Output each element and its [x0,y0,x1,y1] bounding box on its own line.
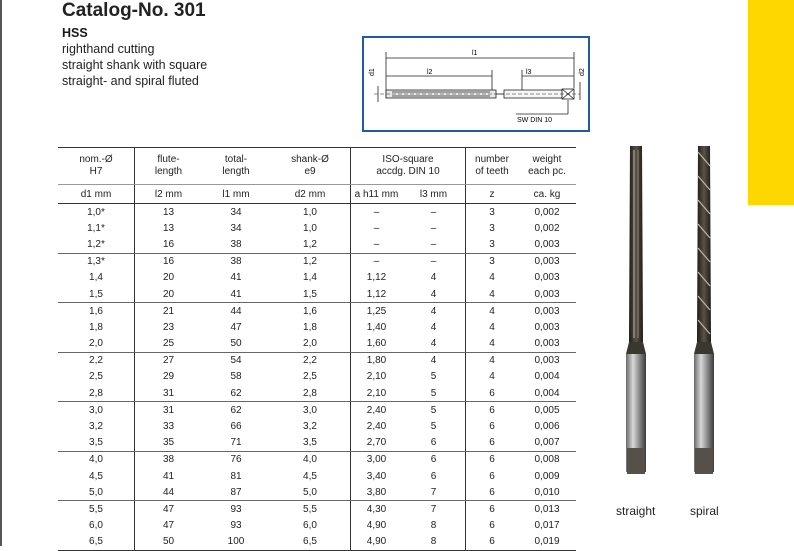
table-row [58,385,576,402]
table-cell: 1,2 [270,236,351,253]
table-row [58,336,576,353]
table-cell: 6 [466,435,519,452]
catalog-title: Catalog-No. 301 [62,0,206,21]
table-cell: 3,0 [58,402,135,419]
table-cell: 6 [489,520,495,532]
spiral-reamer-image [684,142,724,482]
table-cell: 1,3* [58,253,135,270]
desc-line-2: straight shank with square [62,58,208,72]
table-cell: 0,004 [518,385,576,402]
table-cell: 0,004 [534,371,560,383]
table-cell: 44 [230,305,242,317]
table-cell: 0,003 [518,286,576,303]
table-cell: 1,12 [351,286,403,303]
table-cell: 21 [162,305,175,317]
table-cell: 54 [230,355,242,367]
table-row [58,236,576,253]
table-row [58,369,576,385]
table-cell: 0,017 [534,520,560,532]
table-row [58,402,576,419]
table-cell: 13 [162,222,175,234]
table-cell: 20 [135,286,203,303]
unit-cell: d2 mm [270,185,351,204]
table-cell: 4,0 [58,451,135,468]
table-cell: 38 [162,454,175,466]
table-row [58,534,576,551]
table-cell: 0,003 [518,236,576,253]
table-cell: 1,2 [270,253,351,270]
dim-d1: d1 [369,68,376,76]
table-cell: 27 [162,355,175,367]
table-cell: 2,5 [58,369,135,385]
table-cell: – [373,222,380,234]
table-cell: 5 [402,402,466,419]
table-cell: 34 [230,206,242,218]
straight-reamer-image [616,142,656,482]
dim-l1: l1 [472,50,478,57]
table-cell: 4,5 [58,468,135,484]
table-cell: 6,0 [270,518,351,534]
table-cell: 6,5 [270,534,351,551]
table-cell: 1,0* [58,204,135,221]
unit-cell: l3 mm [402,185,466,204]
table-cell: 0,003 [534,321,560,333]
spiral-label: spiral [690,504,719,518]
table-cell: 2,10 [351,385,403,402]
table-cell: 4 [489,355,495,367]
table-row [58,418,576,434]
reamer-drawing-svg [364,38,588,130]
table-cell: – [351,236,403,253]
unit-cell: d1 mm [58,185,135,204]
table-cell: 1,2* [58,236,135,253]
table-cell: 3,40 [366,470,387,482]
col-nom-diameter: nom.-Ø H7 [58,148,135,185]
table-cell: 0,009 [534,470,560,482]
straight-label: straight [616,504,656,518]
table-cell: 50 [135,534,203,551]
table-row [58,451,576,468]
table-cell: 62 [202,385,270,402]
table-cell: 6 [466,534,519,551]
table-cell: 13 [162,206,175,218]
table-cell: 0,010 [518,484,576,501]
table-cell: 6 [466,484,519,501]
unit-cell: l1 mm [202,185,270,204]
table-cell: 16 [135,236,203,253]
table-cell: 5 [402,418,466,434]
table-cell: – [402,220,466,236]
table-cell: 0,006 [534,421,560,433]
table-cell: 2,40 [366,421,387,433]
table-cell: 6 [489,503,495,515]
table-cell: 4 [466,336,519,353]
table-cell: 4 [402,319,466,335]
table-cell: 4 [489,272,495,284]
table-cell: 1,0 [270,204,351,221]
table-cell: 3 [466,236,519,253]
table-cell: 0,005 [534,404,560,416]
table-cell: 4 [402,270,466,286]
table-cell: 3,00 [366,454,387,466]
table-cell: 2,2 [270,352,351,369]
dim-l2: l2 [427,69,433,76]
table-cell: 66 [230,421,242,433]
table-cell: 0,002 [534,206,560,218]
table-cell: 23 [162,321,175,333]
table-cell: 2,2 [58,352,135,369]
table-cell: 5 [402,369,466,385]
table-cell: 6 [466,385,519,402]
table-cell: 2,10 [366,371,387,383]
table-cell: 44 [135,484,203,501]
table-cell: 71 [202,435,270,452]
unit-cell: z [466,185,519,204]
table-cell: 4 [466,286,519,303]
table-cell: 4 [489,305,495,317]
unit-cell: a h11 mm [351,185,403,204]
table-cell: 4 [402,352,466,369]
table-cell: 4,30 [366,503,387,515]
table-cell: 0,003 [534,305,560,317]
table-cell: 6 [489,454,495,466]
table-cell: 100 [202,534,270,551]
table-cell: 33 [162,421,175,433]
catalog-table [58,147,576,551]
desc-line-1: righthand cutting [62,42,155,56]
table-cell: 0,002 [534,222,560,234]
desc-line-3: straight- and spiral fluted [62,74,199,88]
table-cell: 2,5 [270,369,351,385]
table-cell: – [402,204,466,221]
table-cell: 4 [489,321,495,333]
table-row [58,501,576,518]
col-flute-length: flute- length [135,148,203,185]
table-cell: 5,0 [58,484,135,501]
table-cell: 4,90 [366,520,387,532]
table-cell: 5,5 [270,501,351,518]
table-cell: 87 [202,484,270,501]
table-row [58,286,576,303]
table-cell: 34 [230,222,242,234]
table-cell: 5,0 [270,484,351,501]
table-cell: 6 [402,468,466,484]
material-label: HSS [62,26,88,40]
table-cell: 41 [162,470,175,482]
table-cell: 35 [135,435,203,452]
table-cell: 1,1* [58,220,135,236]
col-iso-square: ISO-square accdg. DIN 10 [351,148,466,185]
table-cell: 62 [230,404,242,416]
table-row [58,303,576,320]
technical-drawing [362,36,590,132]
table-cell: 6 [402,451,466,468]
table-cell: 20 [162,272,175,284]
table-row [58,518,576,534]
table-cell: 1,60 [351,336,403,353]
table-cell: 47 [162,520,175,532]
table-cell: 4,5 [270,468,351,484]
table-cell: 3,2 [270,418,351,434]
table-cell: 25 [135,336,203,353]
table-cell: 0,008 [534,454,560,466]
table-cell: 2,8 [270,385,351,402]
table-cell: 0,007 [518,435,576,452]
table-cell: 3,5 [270,435,351,452]
unit-cell: l2 mm [135,185,203,204]
col-teeth: number of teeth [466,148,519,185]
table-cell: 1,0 [270,220,351,236]
table-cell: 1,5 [58,286,135,303]
table-cell: 7 [402,501,466,518]
table-cell: 8 [402,518,466,534]
table-cell: 6,5 [58,534,135,551]
table-cell: 1,80 [366,355,387,367]
table-cell: 29 [162,371,175,383]
table-cell: 4,0 [270,451,351,468]
table-cell: 4,90 [351,534,403,551]
table-cell: 3 [489,256,495,268]
table-cell: 1,12 [366,272,387,284]
table-cell: 0,003 [518,336,576,353]
table-cell: 0,019 [518,534,576,551]
table-cell: 6,0 [58,518,135,534]
table-cell: 3 [489,206,495,218]
table-cell: – [402,253,466,270]
unit-cell: ca. kg [518,185,576,204]
table-cell: 0,013 [534,503,560,515]
table-cell: 2,0 [58,336,135,353]
page-left-rule [0,0,2,546]
dim-d2: d2 [579,68,586,76]
table-row [58,435,576,452]
table-row [58,270,576,286]
table-cell: 0,003 [534,355,560,367]
dim-l3: l3 [526,69,532,76]
table-cell: 50 [202,336,270,353]
table-cell: 1,4 [270,270,351,286]
table-row [58,484,576,501]
table-cell: 31 [162,404,175,416]
table-cell: 47 [162,503,175,515]
table-cell: 5,5 [58,501,135,518]
table-cell: 1,5 [270,286,351,303]
table-cell: 76 [230,454,242,466]
table-cell: 47 [230,321,242,333]
sw-din-label: SW DIN 10 [517,117,553,124]
table-cell: 93 [230,520,242,532]
table-cell: 2,8 [58,385,135,402]
table-cell: 38 [202,236,270,253]
table-cell: – [373,256,380,268]
table-cell: 0,003 [534,272,560,284]
table-cell: 81 [230,470,242,482]
table-cell: 3,2 [58,418,135,434]
table-cell: 41 [230,272,242,284]
table-cell: 7 [402,484,466,501]
table-cell: 38 [230,256,242,268]
table-cell: 1,8 [58,319,135,335]
table-cell: 4 [489,371,495,383]
table-row [58,204,576,221]
table-cell: 6 [489,470,495,482]
table-body [58,204,576,551]
table-row [58,352,576,369]
table-cell: 2,40 [366,404,387,416]
accent-bar [748,0,794,205]
table-cell: 1,6 [270,303,351,320]
table-cell: 6 [489,421,495,433]
table-row [58,468,576,484]
table-cell: 58 [230,371,242,383]
table-row [58,253,576,270]
table-row [58,220,576,236]
col-shank-diameter: shank-Ø e9 [270,148,351,185]
table-units-row [58,185,576,204]
table-cell: 1,4 [58,270,135,286]
table-cell: – [373,206,380,218]
table-cell: 6 [402,435,466,452]
table-cell: 3,80 [351,484,403,501]
table-cell: 3 [489,222,495,234]
table-cell: 3,5 [58,435,135,452]
table-cell: 0,003 [534,256,560,268]
table-cell: 2,70 [351,435,403,452]
table-cell: 93 [230,503,242,515]
table-cell: 4 [402,336,466,353]
col-weight: weight each pc. [518,148,576,185]
table-cell: 31 [135,385,203,402]
table-cell: 8 [402,534,466,551]
table-cell: 16 [162,256,175,268]
table-row [58,319,576,335]
table-cell: 1,6 [58,303,135,320]
table-cell: 3,0 [270,402,351,419]
table-cell: 6 [489,404,495,416]
table-cell: 41 [202,286,270,303]
col-total-length: total- length [202,148,270,185]
table-cell: – [402,236,466,253]
table-cell: 4 [402,286,466,303]
table-cell: 5 [402,385,466,402]
table-cell: 1,25 [366,305,387,317]
table-cell: 4 [402,303,466,320]
table-cell: 1,40 [366,321,387,333]
table-cell: 1,8 [270,319,351,335]
table-header-row [58,148,576,185]
table-cell: 2,0 [270,336,351,353]
